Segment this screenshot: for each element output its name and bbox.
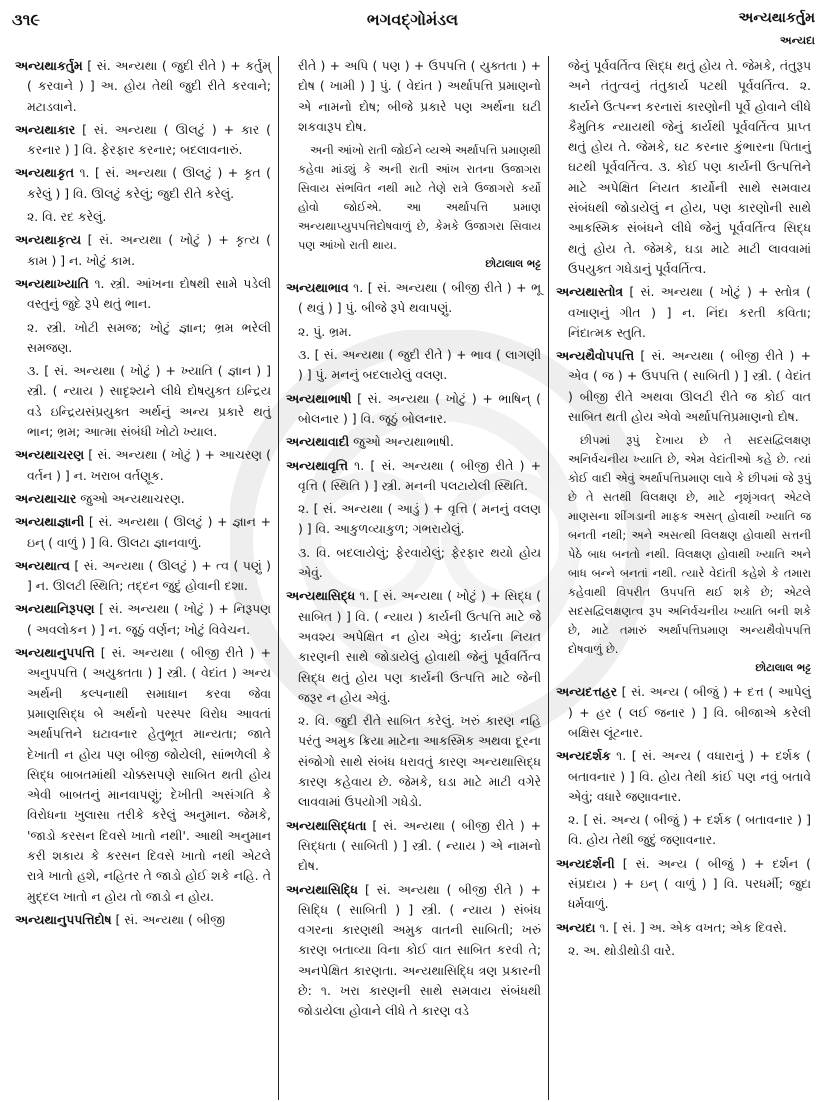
headword: અન્યથાસિદ્ધતા <box>286 817 367 833</box>
definition-text: ૧. [ સં. અન્યથા ( ખોટું ) + સિદ્ધ ( સાબિત ) ] વિ. ( ન્યાય ) કાર્યની ઉત્પત્તિ માટે જે અવશ્ય અપેક્ષિત ન હોય એવું; કાર્યના નિયત કારણની સાથે જોડાયેલું હોવાથી જેનું પૂર્વવર્તિત્વ સિદ્ધ થતું હોય પણ કાર્યની ઉત્પત્તિ માટે જેની જરૂર ન હોય એવું. <box>298 588 541 705</box>
headword: અન્યથાભાવ <box>286 280 349 296</box>
headword: અન્યથાનુપપત્તિ <box>15 645 95 661</box>
definition-text: રીતે ) + અપિ ( પણ ) + ઉપપત્તિ ( યુક્તતા ) + દોષ ( ખામી ) ] પું. ( વેદાંત ) અર્થાપત્તિ પ્રમાણનો એ નામનો દોષ; બીજે પ્રકારે પણ અર્થના ઘટી શકવારૂપ દોષ. <box>298 58 541 134</box>
definition-text: [ સં. અન્યથા ( ખોટું ) + કૃત્ય ( કામ ) ] ન. ખોટું કામ. <box>27 232 271 268</box>
headword: અન્યદા <box>556 919 596 935</box>
column-middle <box>278 56 548 1100</box>
dictionary-entry <box>556 918 811 938</box>
definition-text: [ સં. અન્યથા ( બીજી રીતે ) + સિદ્ધતા ( સાબિતી ) ] સ્ત્રી. ( ન્યાય ) એ નામનો દોષ. <box>298 817 541 874</box>
dictionary-entry <box>15 643 271 907</box>
definition-text: ૨. પું. ભ્રમ. <box>298 323 352 339</box>
dictionary-entry <box>556 746 811 807</box>
definition-text: [ સં. અન્યથા ( ઊલટું ) + જ્ઞાન + ઇન્ ( વાળું ) ] વિ. ઊલટા જ્ઞાનવાળું. <box>27 514 271 550</box>
column-left <box>8 56 278 1100</box>
headword: અન્યથૈવોપપત્તિ <box>556 348 635 364</box>
definition-text: [ સં. અન્યથા ( બીજી <box>111 911 225 927</box>
definition-text: જેનું પૂર્વવર્તિત્વ સિદ્ધ થતું હોય તે. જેમકે, તંતુરૂપ અને તંતુત્વનું તંતુકાર્ય પટથી પૂર્વવર્તિત્વ. ૨. કાર્યને ઉત્પન્ન કરનારાં કારણોની પૂર્વે હોવાને લીધે કૈમુતિક ન્યાયથી જેનું કાર્યથી પૂર્વવર્તિત્વ પ્રાપ્ત થતું હોય તે. જેમકે, ઘટ કરનાર કુંભારના પિતાનું ઘટથી પૂર્વવર્તિત્વ. ૩. કોઈ પણ કાર્યની ઉત્પત્તિને માટે અપેક્ષિત નિયત કાર્યોની સાથે સમવાય સંબંધથી જોડાયેલું ન હોય, પણ કારણોની સાથે આકસ્મિક સંબંધને લીધે જેનું પૂર્વવર્તિત્વ સિદ્ધ થતું હોય તે. જેમકે, ઘડા માટે માટી લાવવામાં ઉપયુક્ત ગધેડાનું પૂર્વવર્તિત્વ. <box>568 58 811 276</box>
definition-text: ૧. [ સં. અન્યથા ( બીજી રીતે ) + ભૂ ( થવું ) ] પું. બીજે રૂપે થવાપણું. <box>298 280 541 316</box>
definition-text: ૨. [ સં. અન્ય ( બીજું ) + દર્શક ( બતાવનાર ) ] વિ. હોય તેથી જુદું જણાવનાર. <box>568 812 811 848</box>
headword: અન્યદત્તહર <box>556 684 618 700</box>
dictionary-columns <box>8 56 820 1100</box>
headword: અન્યથાનુપપત્તિદોષ <box>15 911 112 927</box>
definition-text: ૩. વિ. બદલાયેલું; ફેરવાયેલું; ફેરફાર થયો હોય એવું. <box>298 544 541 581</box>
quote-author: છોટાલાલ ભટ્ટ <box>755 662 811 675</box>
dictionary-entry <box>286 432 541 452</box>
headword: અન્યથાસ્તોત્ર <box>556 284 624 300</box>
definition-text: [ સં. અન્યથા ( બીજી રીતે ) + સિદ્ધિ ( સાબિતી ) ] સ્ત્રી. ( ન્યાય ) સંબંધ વગરના કારણથી અમુક વાતની સાબિતી; ખરું કારણ બતાવ્યા વિના કોઈ વાત સાબિત કરવી તે; અનપેક્ષિત કારણતા. અન્યથાસિદ્ધિ ત્રણ પ્રકારની છે: ૧. ખરા કારણની સાથે સમવાય સંબંધથી જોડાયેલા હોવાને લીધે તે કારણ વડે <box>298 881 541 1019</box>
definition-text: [ સં. અન્યથા ( ખોટું ) + આચરણ ( વર્તન ) ] ન. ખરાબ વર્તણૂક. <box>27 447 271 483</box>
headword: અન્યથાનિરૂપણ <box>15 601 95 617</box>
dictionary-entry <box>15 445 271 486</box>
definition-text: [ સં. અન્યથા ( બીજી રીતે ) + અનુપપત્તિ ( અયુક્તતા ) ] સ્ત્રી. ( વેદાંત ) અન્ય અર્થની કલ્પનાથી સમાધાન કરવા જેવા પ્રમાણસિદ્ધ બે અર્થનો પરસ્પર વિરોધ આવતાં અર્થાપત્તિને ઘટાવનાર હેતુભૂત માન્યતા; જાતે દેખાતી ન હોય પણ બીજી જોયેલી, સાંભળેલી કે સિદ્ધ બાબતમાંથી ચોક્કસપણે સાબિત થતી હોય એવી બાબતનું માનવાપણું; દેખીતી અસંગતિ કે વિરોધના ખુલાસા તરીકે કરેલું અનુમાન. જેમકે, 'જાડો કરસન દિવસે ખાતો નથી'. આથી અનુમાન કરી શકાય કે કરસન દિવસે ખાતો નથી એટલે રાત્રે ખાતો હશે, નહિતર તે જાડો હોઈ શકે નહિ. તે મુદ્દલ ખાતો ન હોય તો જાડો ન હોય. <box>27 645 271 904</box>
quote-author: છોટાલાલ ભટ્ટ <box>485 258 541 271</box>
citation-quote <box>568 431 811 678</box>
definition-text: [ સં. અન્ય ( બીજું ) + દર્શન ( સંપ્રદાય ) + ઇન્ ( વાળું ) ] વિ. પરધર્મી; જુદા ધર્મવાળું. <box>568 855 811 912</box>
dictionary-entry <box>15 489 271 509</box>
column-right <box>548 56 818 1100</box>
definition-text: જુઓ અન્યથાભાષી. <box>349 434 454 450</box>
dictionary-entry <box>15 230 271 271</box>
definition-text: [ સં. અન્ય ( બીજું ) + દત્ત ( આપેલું ) + હર ( લઈ જનાર ) ] વિ. બીજાએ કરેલી બક્ષિસ લૂંટનાર. <box>568 684 811 740</box>
definition-text: ૧. [ સં. અન્યથા ( બીજી રીતે ) + વૃત્તિ ( સ્થિતિ ) ] સ્ત્રી. મનની પલટાયેલી સ્થિતિ. <box>298 457 541 493</box>
quote-text: છીપમાં રૂપું દેખાય છે તે સદસદ્વિલક્ષણ અનિર્વચનીય ખ્યાતિ છે, એમ વેદાંતીઓ કહે છે. ત્યાં કોઈ વાદી એવું અર્થાપત્તિપ્રમાણ લાવે કે છીપમાં જે રૂપું છે તે સતથી વિલક્ષણ છે, માટે નૃશૃંગવત્ એટલે માણસના શીંગડાની માફક અસત્ હોવાથી ખ્યાતિ જ બનતી નથી; અને અસત્થી વિલક્ષણ હોવાથી સત્તની પેઠે બાધ બનતો નથી. વિલક્ષણ હોવાથી ખ્યાતિ અને બાધ બન્ને બનતાં નથી. ત્યારે વેદાંતી કહેશે કે તમારા કહેવાથી વિપરીત ઉપપત્તિ થઈ શકે છે; એટલે સદસદ્વિલક્ષણત્વ રૂપ અનિર્વચનીય ખ્યાતિ બની શકે છે, માટે તમારું અર્થાપત્તિપ્રમાણ અન્યથૈવોપપત્તિ દોષવાળું છે. <box>568 433 811 657</box>
sub-definition <box>568 56 811 279</box>
sub-definition <box>27 361 271 442</box>
headword: અન્યથાજ્ઞાની <box>15 514 85 530</box>
guide-word-last: અન્યદા <box>780 34 815 47</box>
definition-text: [ સં. અન્યથા ( બીજી રીતે ) + એવ ( જ ) + ઉપપત્તિ ( સાબિતી ) ] સ્ત્રી. ( વેદાંત ) બીજી રીતે અથવા ઊલટી રીતે જ કોઈ વાત સાબિત થતી હોય એવો અર્થાપત્તિપ્રમાણનો દોષ. <box>568 348 811 425</box>
headword: અન્યથાવાદી <box>286 434 350 450</box>
definition-text: જુઓ અન્યથાચરણ. <box>76 490 185 506</box>
running-title: ભગવદ્ગોમંડલ <box>366 10 459 29</box>
headword: અન્યદર્શક <box>556 748 611 764</box>
guide-word-first: અન્યથાકર્તુમ <box>738 10 815 26</box>
headword: અન્યથાસિદ્ધિ <box>286 881 358 897</box>
sub-definition <box>298 499 541 540</box>
sub-definition <box>568 810 811 851</box>
headword: અન્યથાકર્તુમ <box>15 58 83 73</box>
citation-quote <box>298 141 541 274</box>
headword: અન્યથાકૃત <box>15 165 74 181</box>
sub-definition <box>298 543 541 584</box>
definition-text: ૩. [ સં. અન્યથા ( જુદી રીતે ) + ભાવ ( લાગણી ) ] પું. મનનું બદલાયેલું વલણ. <box>298 347 541 383</box>
page-header <box>0 0 825 50</box>
definition-text: ૧. [ સં. અન્ય ( વધારાનું ) + દર્શક ( બતાવનાર ) ] વિ. હોય તેથી કાંઈ પણ નવું બતાવે એવું; વધારે જણાવનાર. <box>568 748 811 804</box>
dictionary-entry <box>286 389 541 430</box>
headword: અન્યથાચરણ <box>15 447 85 463</box>
headword: અન્યદર્શની <box>556 855 615 871</box>
sub-definition <box>298 322 541 342</box>
definition-text: ૨. વિ. જુદી રીતે સાબિત કરેલું. ખરું કારણ નહિ પરંતુ અમુક ક્રિયા માટેના આકસ્મિક અથવા દૂરના સંજોગો સાથે સંબંધ ધરાવતું કારણ અન્યથાસિદ્ધ કારણ કહેવાય છે. જેમકે, ઘડા માટે માટી વગેરે લાવવામાં ઉપયોગી ગધેડો. <box>298 713 541 810</box>
sub-definition <box>27 207 271 227</box>
dictionary-entry <box>15 163 271 204</box>
definition-text: [ સં. અન્યથા ( ઊલટું ) + ત્વ ( પણું ) ] ન. ઊલટી સ્થિતિ; તદ્દન જુદું હોવાની દશા. <box>27 557 271 594</box>
headword: અન્યથાત્વ <box>15 557 70 573</box>
definition-text: [ સં. અન્યથા ( ઊલટું ) + કાર ( કરનાર ) ] વિ. ફેરફાર કરનાર; બદલાવનારું. <box>27 121 271 158</box>
definition-text: ૨. [ સં. અન્યથા ( આડું ) + વૃત્તિ ( મનનું વલણ ) ] વિ. આકુળવ્યાકુળ; ગભરાયેલું. <box>298 501 541 537</box>
definition-text: ૧. [ સં. અન્યથા ( ઊલટું ) + કૃત ( કરેલું ) ] વિ. ઊલટું કરેલું; જુદી રીતે કરેલું. <box>27 165 271 201</box>
dictionary-entry <box>15 910 271 930</box>
headword: અન્યથાકૃત્ય <box>15 232 82 248</box>
dictionary-entry <box>286 586 541 708</box>
quote-text: અની આંખો રાતી જોઈને વ્યએ અર્થાપત્તિ પ્રમાણથી કહેવા માંડ્યું કે અની રાતી આંખ રાતના ઉજાગરા સિવાય સંભવિત નથી માટે તેણે રાત્રે ઉજાગરો કર્યો હોવો જોઈએ. આ અર્થાપત્તિ પ્રમાણ અન્યથાપ્યુપપત્તિદોષવાળું છે, કેમકે ઉજાગરા સિવાય પણ આંખો રાતી થાય. <box>298 143 541 253</box>
sub-definition <box>298 711 541 812</box>
definition-text: [ સં. અન્યથા ( ખોટું ) + સ્તોત્ર ( વખાણનું ગીત ) ] ન. નિંદા કરતી કવિતા; નિંદાત્મક સ્તુતિ. <box>568 284 811 340</box>
headword: અન્યથાચાર <box>15 490 77 506</box>
dictionary-entry <box>15 56 271 117</box>
definition-text: ૨. સ્ત્રી. ખોટી સમજ; ખોટું જ્ઞાન; ભ્રમ ભરેલી સમજણ. <box>27 319 271 355</box>
headword: અન્યથાકાર <box>15 121 76 137</box>
definition-text: ૩. [ સં. અન્યથા ( ખોટું ) + ખ્યાતિ ( જ્ઞાન ) ] સ્ત્રી. ( ન્યાય ) સાદૃશ્યને લીધે દોષયુક્ત ઇન્દ્રિય વડે ઇન્દ્રિયસંપ્રયુક્ત અર્થનું અન્ય પ્રકારે થતું ભાન; ભ્રમ; આત્મા સંબંધી ખોટો ખ્યાલ. <box>27 363 271 440</box>
headword: અન્યથાવૃત્તિ <box>286 457 348 473</box>
dictionary-entry <box>556 282 811 343</box>
definition-text: ૧. સ્ત્રી. આંખના દોષથી સામે પડેલી વસ્તુનું જુદે રૂપે થતું ભાન. <box>27 275 271 312</box>
sub-definition <box>298 345 541 386</box>
dictionary-entry <box>15 274 271 315</box>
dictionary-entry <box>15 120 271 161</box>
dictionary-entry <box>556 346 811 427</box>
sub-definition <box>568 941 811 961</box>
definition-text: [ સં. અન્યથા ( ખોટું ) + નિરૂપણ ( અવલોકન ) ] ન. જૂઠું વર્ણન; ખોટું વિવેચન. <box>27 601 271 637</box>
dictionary-entry <box>15 599 271 640</box>
dictionary-entry <box>15 556 271 597</box>
dictionary-entry <box>286 278 541 319</box>
headword: અન્યથાસિદ્ધ <box>286 588 356 604</box>
definition-text: [ સં. અન્યથા ( જુદી રીતે ) + કર્તુમ્ ( કરવાને ) ] અ. હોય તેથી જુદી રીતે કરવાને; મટાડવાને. <box>27 58 271 114</box>
definition-text: [ સં. અન્યથા ( ખોટું ) + ભાષિન્ ( બોલનાર ) ] વિ. જૂઠું બોલનાર. <box>298 390 541 426</box>
sub-definition <box>27 318 271 359</box>
definition-text: ૧. [ સં. ] અ. એક વખત; એક દિવસે. <box>595 919 787 935</box>
headword: અન્યથાભાષી <box>286 390 352 406</box>
dictionary-entry <box>286 880 541 1022</box>
definition-text: ૨. વિ. રદ કરેલું. <box>27 209 107 225</box>
headword: અન્યથાખ્યાતિ <box>15 275 89 291</box>
dictionary-entry <box>556 854 811 915</box>
page-number: ૩૧૯ <box>12 10 40 29</box>
dictionary-entry <box>286 816 541 877</box>
definition-text: ૨. અ. થોડીથોડી વારે. <box>568 942 676 958</box>
sub-definition <box>298 56 541 137</box>
dictionary-entry <box>15 512 271 553</box>
dictionary-entry <box>556 682 811 743</box>
dictionary-entry <box>286 456 541 497</box>
